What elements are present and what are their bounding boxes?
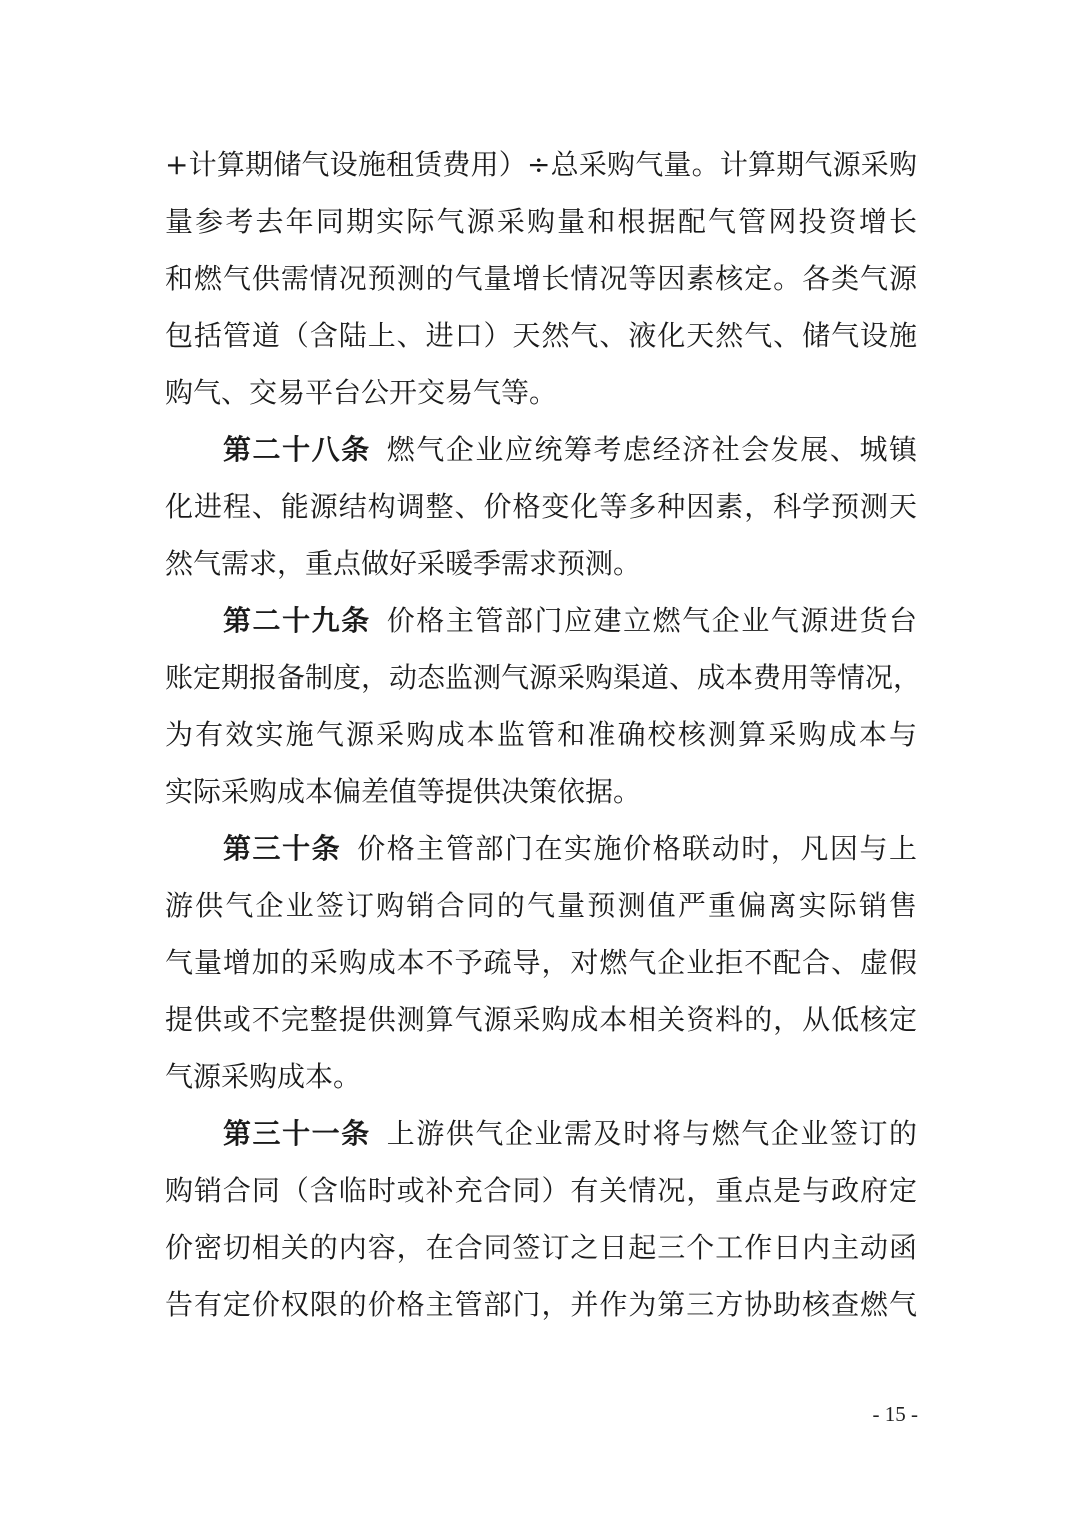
article-31-line: 价密切相关的内容，在合同签订之日起三个工作日内主动函 [165,1231,917,1264]
article-28-first-line [165,421,917,478]
article-30-line: 气源采购成本。 [165,1060,362,1093]
paragraph-line: 包括管道（含陆上、进口）天然气、液化天然气、储气设施 [165,319,917,352]
article-31-first-line [165,1105,917,1162]
article-31-number: 第三十一条 [223,1117,371,1150]
paragraph-line: 购气、交易平台公开交易气等。 [165,376,558,409]
article-28-number: 第二十八条 [223,433,371,466]
article-29-text: 价格主管部门应建立燃气企业气源进货台 [386,604,917,637]
paragraph-line: 和燃气供需情况预测的气量增长情况等因素核定。各类气源 [165,262,917,295]
article-30-first-line [165,820,917,877]
page-number: - 15 - [872,1402,918,1426]
paragraph-line: 量参考去年同期实际气源采购量和根据配气管网投资增长 [165,205,917,238]
article-30-number: 第三十条 [223,832,342,865]
article-29-line: 实际采购成本偏差值等提供决策依据。 [165,775,642,808]
article-31-line: 购销合同（含临时或补充合同）有关情况，重点是与政府定 [165,1174,917,1207]
article-30-line: 游供气企业签订购销合同的气量预测值严重偏离实际销售 [165,889,917,922]
paragraph-line: +计算期储气设施租赁费用）÷总采购气量。计算期气源采购 [165,148,917,181]
article-30-text: 价格主管部门在实施价格联动时，凡因与上 [357,832,917,865]
article-28-line: 化进程、能源结构调整、价格变化等多种因素，科学预测天 [165,490,917,523]
article-29-line: 为有效实施气源采购成本监管和准确校核测算采购成本与 [165,718,917,751]
article-31-line: 告有定价权限的价格主管部门，并作为第三方协助核查燃气 [165,1288,917,1321]
document-body [165,136,922,1333]
article-28-text: 燃气企业应统筹考虑经济社会发展、城镇 [386,433,917,466]
article-29-number: 第二十九条 [223,604,371,637]
article-30-line: 气量增加的采购成本不予疏导，对燃气企业拒不配合、虚假 [165,946,917,979]
article-31-text: 上游供气企业需及时将与燃气企业签订的 [386,1117,917,1150]
article-29-first-line [165,592,917,649]
article-29-line: 账定期报备制度，动态监测气源采购渠道、成本费用等情况， [165,661,922,694]
article-28-line: 然气需求，重点做好采暖季需求预测。 [165,547,642,580]
article-30-line: 提供或不完整提供测算气源采购成本相关资料的，从低核定 [165,1003,917,1036]
